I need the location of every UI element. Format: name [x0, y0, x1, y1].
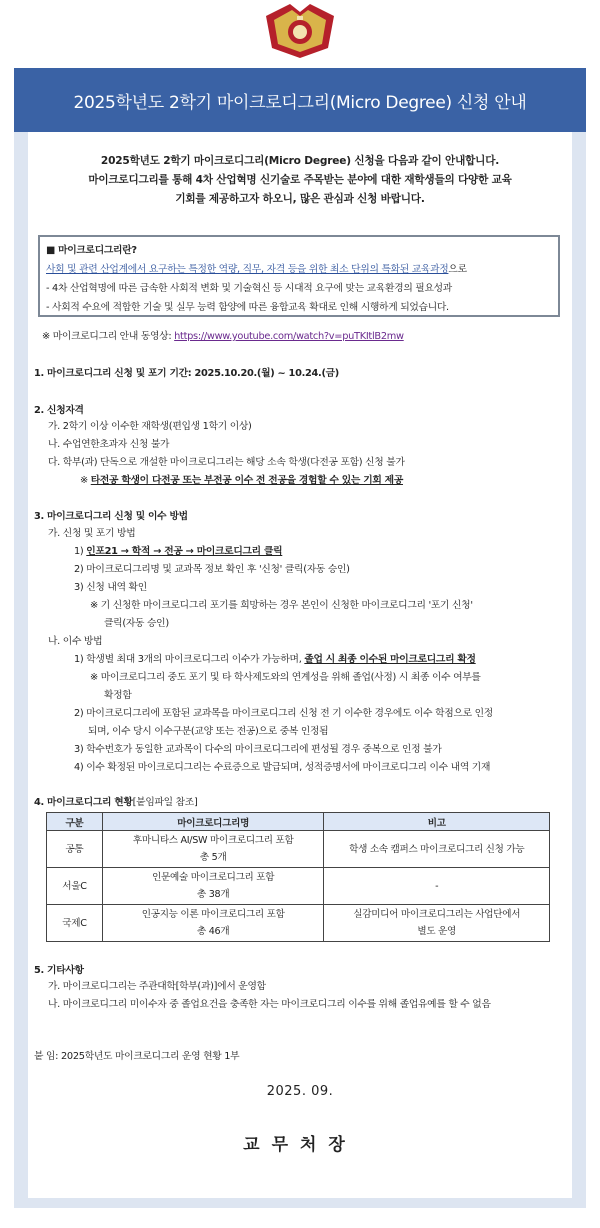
table-row: 공통 후마니타스 AI/SW 마이크로디그리 포함 총 5개 학생 소속 캠퍼스 마이크로디그리 신청 가능 [47, 831, 550, 868]
section-2-title: 2. 신청자격 [34, 405, 84, 416]
section-2-note: ※ 타전공 학생이 다전공 또는 부전공 이수 전 전공을 경험할 수 있는 기회 제공 [80, 475, 403, 486]
section-3-title: 3. 마이크로디그리 신청 및 이수 방법 [34, 511, 188, 522]
section-4-title: 4. 마이크로디그리 현황[붙임파일 참조] [34, 797, 198, 808]
intro-paragraph: 2025학년도 2학기 마이크로디그리(Micro Degree) 신청을 다음과 같이 안내합니다. 마이크로디그리를 통해 4차 산업혁명 신기술로 주목받는 분야에 대한 재학생들의 다양한 교육 기회를 제공하고자 하오니, 많은 관심과 신청 바랍니다. [88, 155, 512, 205]
definition-box: ■ 마이크로디그리란? 사회 및 관련 산업계에서 요구하는 특정한 역량, 직무, 자격 등을 위한 최소 단위의 특화된 교육과정으로 - 4차 산업혁명에 따른 급속한 사회적 변화 및 기술혁신 등 시대적 요구에 맞는 교육환경의 필요성과 - 사회적 수요에 적합한 기술 및 실무 능력 함양에 따른 융합교육 확대로 인해 시행하게 되었습니다. [38, 235, 560, 317]
section-1-title: 1. 마이크로디그리 신청 및 포기 기간: 2025.10.20.(월) ~ 10.24.(금) [34, 368, 339, 379]
page-title: 2025학년도 2학기 마이크로디그리(Micro Degree) 신청 안내 [14, 68, 586, 132]
definition-text: 사회 및 관련 산업계에서 요구하는 특정한 역량, 직무, 자격 등을 위한 최소 단위의 특화된 교육과정 [46, 264, 449, 275]
university-emblem [262, 2, 338, 60]
issue-date: 2025. 09. [266, 1084, 334, 1099]
document-body: 2025학년도 2학기 마이크로디그리(Micro Degree) 신청을 다음과 같이 안내합니다. 마이크로디그리를 통해 4차 산업혁명 신기술로 주목받는 분야에 대한 재학생들의 다양한 교육 기회를 제공하고자 하오니, 많은 관심과 신청 바랍니다. ■ 마이크로디그리란? 사회 및 관련 산업계에서 요구하는 특정한 역량, 직무, 자격 등을 위한 최소 단위의 특화된 교육과정으로 - 4차 산업혁명에 따른 급속한 사회적 변화 및 기술혁신 등 시대적 요구에 맞는 교육환경의 필요성과 - 사회적 수요에 적합한 기술 및 실무 능력 함양에 따른 융합교육 확대로 인해 시행하게 되었습니다. ※ 마이크로디그리 안내 동영상: https://www.youtube.com/watch?v=puTKItlB2mw 1. 마이크로디그리 신청 및 포기 기간: 2025.10.20.(월) ~ 10.24.(금) 2. 신청자격 가. 2학기 이상 이수한 재학생(편입생 1학기 이상) 나. 수업연한초과자 신청 불가 다. 학부(과) 단독으로 개설한 마이크로디그리는 해당 소속 학생(다전공 포함) 신청 불가 ※ 타전공 학생이 다전공 또는 부전공 이수 전 전공을 경험할 수 있는 기회 제공 3. 마이크로디그리 신청 및 이수 방법 가. 신청 및 포기 방법 1) 인포21 → 학적 → 전공 → 마이크로디그리 클릭 2) 마이크로디그리명 및 교과목 정보 확인 후 '신청' 클릭(자동 승인) 3) 신청 내역 확인 ※ 기 신청한 마이크로디그리 포기를 희망하는 경우 본인이 신청한 마이크로디그리 '포기 신청' 클릭(자동 승인) 나. 이수 방법 1) 학생별 최대 3개의 마이크로디그리 이수가 가능하며, 졸업 시 최종 이수된 마이크로디그리 확정 ※ 마이크로디그리 중도 포기 및 타 학사제도와의 연계성을 위해 졸업(사정) 시 최종 이수 여부를 확정함 2) 마이크로디그리에 포함된 교과목을 마이크로디그리 신청 전 기 이수한 경우에도 이수 학점으로 인정 되며, 이수 당시 이수구분(교양 또는 전공)으로 중복 인정됨 3) 학수번호가 동일한 교과목이 다수의 마이크로디그리에 편성될 경우 중복으로 인정 불가 4) 이수 확정된 마이크로디그리는 수료증으로 발급되며, 성적증명서에 마이크로디그리 이수 내역 기재 4. 마이크로디그리 현황[붙임파일 참조] 구분 마이크로디그리명 비고 공통 후마니타스 AI/SW 마이크로디그리 포함 총 5개 학생 소속 캠퍼스 마이크로디그리 신청 가능 서울C 인문예술 마이크로디그리 포함 총 38개 - 국제C 인공지능 이론 마이크로디그리 포함 총 46개 실감미디어 마이크로디그리는 사업단에서 별도 운영 5. 기타사항 가. 마이크로디그리는 주관대학[학부(과)]에서 운영함 나. 마이크로디그리 미이수자 중 졸업요건을 충족한 자는 마이크로디그리 이수를 위해 졸업유예를 할 수 없음 붙 임: 2025학년도 마이크로디그리 운영 현황 1부 2025. 09. 교무처장 [28, 132, 572, 1198]
attachment-note: 붙 임: 2025학년도 마이크로디그리 운영 현황 1부 [34, 1051, 240, 1062]
section-5-title: 5. 기타사항 [34, 965, 84, 976]
video-note: ※ 마이크로디그리 안내 동영상: https://www.youtube.com/watch?v=puTKItlB2mw [42, 331, 404, 342]
table-row: 국제C 인공지능 이론 마이크로디그리 포함 총 46개 실감미디어 마이크로디그리는 사업단에서 별도 운영 [47, 905, 550, 942]
issuer-signature: 교무처장 [243, 1135, 357, 1155]
definition-heading: ■ 마이크로디그리란? [46, 245, 137, 256]
table-row: 서울C 인문예술 마이크로디그리 포함 총 38개 - [47, 868, 550, 905]
status-table [46, 812, 550, 942]
table-header: 구분 마이크로디그리명 비고 [47, 813, 550, 831]
video-link[interactable]: https://www.youtube.com/watch?v=puTKItlB2mw [174, 331, 404, 342]
